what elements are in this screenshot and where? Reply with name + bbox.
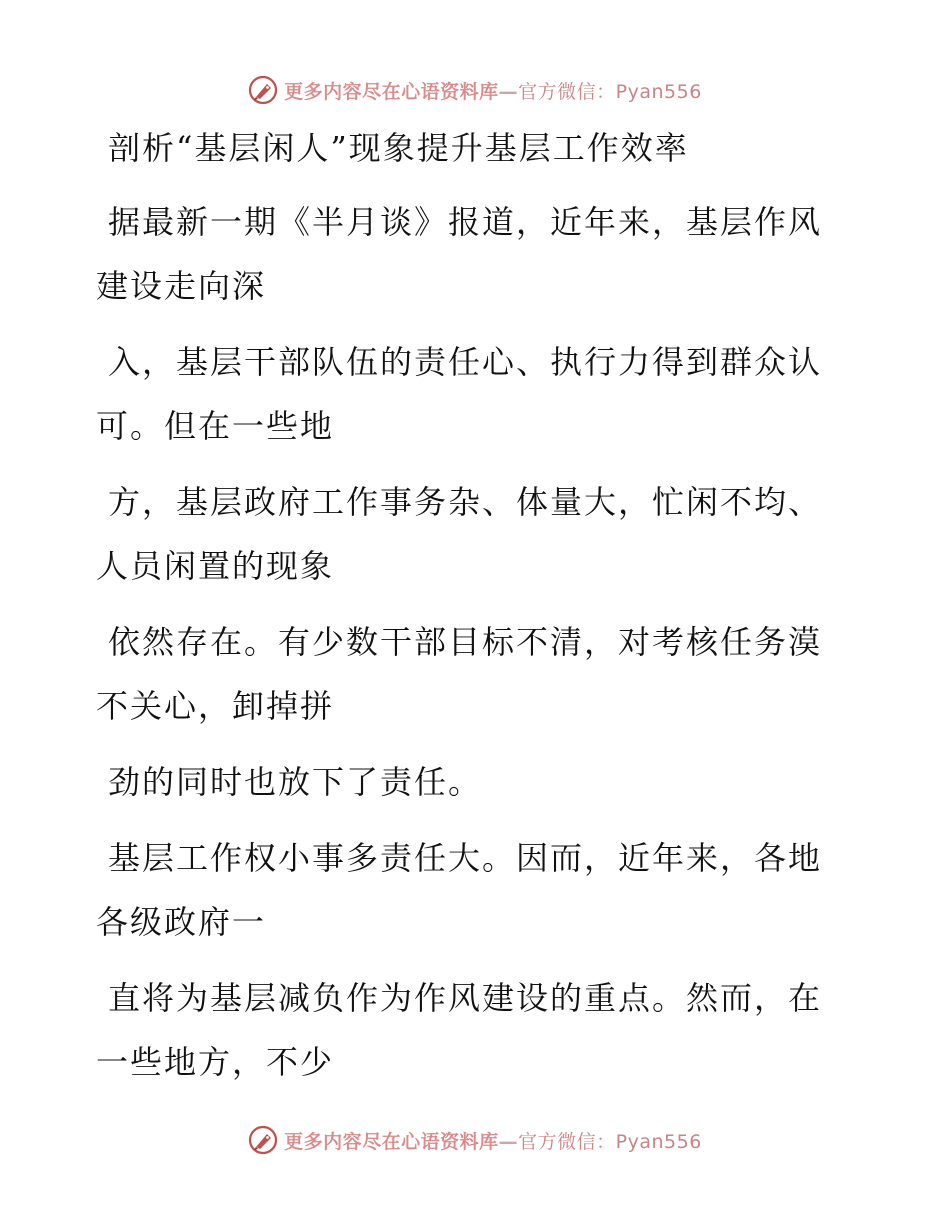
paragraph-line: 据最新一期《半月谈》报道，近年来，基层作风 [108,203,823,241]
paragraph [96,610,831,738]
paragraph [96,750,831,814]
paragraph-line: 一些地方，不少 [96,1043,335,1081]
paragraph-line: 依然存在。有少数干部目标不清，对考核任务漠 [108,623,823,661]
paragraph-line: 基层工作权小事多责任大。因而，近年来，各地 [108,839,823,877]
paragraph-line: 可。但在一些地 [96,407,335,445]
paragraph [96,470,831,598]
paragraph-line: 直将为基层减负作为作风建设的重点。然而，在 [108,979,823,1017]
pen-nib-logo-icon [248,75,278,105]
document-title: 剖析“基层闲人”现象提升基层工作效率 [108,129,689,167]
watermark-separator: — [498,80,519,103]
watermark-separator: — [498,1130,519,1153]
watermark-tail: 官方微信：Pyan556 [518,1130,702,1153]
watermark-text [284,1127,702,1154]
paragraph-line: 入，基层干部队伍的责任心、执行力得到群众认 [108,343,823,381]
document-body [96,122,831,1094]
paragraph-line: 建设走向深 [96,267,267,305]
watermark-text [284,77,702,104]
paragraph [96,190,831,318]
header-watermark [0,72,950,108]
watermark-tail: 官方微信：Pyan556 [518,80,702,103]
pen-nib-logo-icon [248,1125,278,1155]
paragraph-line: 各级政府一 [96,903,267,941]
paragraph-line: 不关心，卸掉拼 [96,687,335,725]
paragraph-line: 劲的同时也放下了责任。 [108,763,483,801]
paragraph [96,966,831,1094]
watermark-main: 更多内容尽在心语资料库 [284,80,499,103]
paragraph-line: 方，基层政府工作事务杂、体量大，忙闲不均、 [108,483,823,521]
footer-watermark [0,1122,950,1158]
paragraph [96,330,831,458]
paragraph-line: 人员闲置的现象 [96,547,335,585]
watermark-main: 更多内容尽在心语资料库 [284,1130,499,1153]
paragraph [96,826,831,954]
